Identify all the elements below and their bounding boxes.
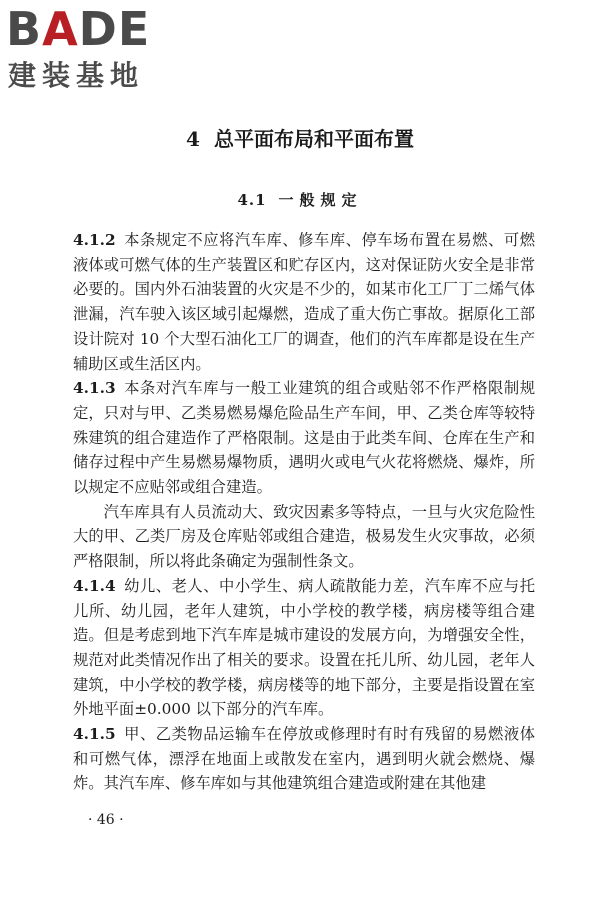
logo-letter-a: A bbox=[42, 2, 79, 56]
clause-text: 本条对汽车库与一般工业建筑的组合或贴邻不作严格限制规定，只对与甲、乙类易燃易爆危险品生产车间，甲、乙类仓库等较特殊建筑的组合建造作了严格限制。这是由于此类车间、仓库在生产和储存过程中产生易燃易爆物质，遇明火或电气火花将燃烧、爆炸，所以规定不应贴邻或组合建造。 bbox=[73, 379, 535, 497]
chapter-heading bbox=[0, 124, 600, 154]
section-heading bbox=[0, 188, 600, 212]
clause-number: 4.1.2 bbox=[73, 231, 116, 249]
chapter-number: 4 bbox=[186, 127, 200, 151]
logo-subtitle: 建装基地 bbox=[8, 59, 145, 92]
body-text bbox=[73, 228, 535, 796]
chapter-title: 总平面布局和平面布置 bbox=[213, 127, 414, 151]
clause-text: 幼儿、老人、中小学生、病人疏散能力差，汽车库不应与托儿所、幼儿园，老年人建筑，中小学校的教学楼，病房楼等组合建造。但是考虑到地下汽车库是城市建设的发展方向，为增强安全性，规范对此类情况作出了相关的要求。设置在托儿所、幼儿园，老年人建筑，中小学校的教学楼，病房楼等的地下部分，主要是指设置在室外地平面±0.000 以下部分的汽车库。 bbox=[73, 576, 535, 719]
clause-text: 汽车库具有人员流动大、致灾因素多等特点，一旦与火灾危险性大的甲、乙类厂房及仓库贴邻或组合建造，极易发生火灾事故，必须严格限制，所以将此条确定为强制性条文。 bbox=[73, 502, 535, 571]
clause-text: 甲、乙类物品运输车在停放或修理时有时有残留的易燃液体和可燃气体，漂浮在地面上或散发在室内，遇到明火就会燃烧、爆炸。其汽车库、修车库如与其他建筑组合建造或附建在其他建 bbox=[73, 725, 535, 793]
continuation-paragraph bbox=[73, 500, 535, 574]
logo-letter-b: B bbox=[6, 2, 43, 56]
clause-paragraph bbox=[73, 228, 535, 376]
clause-number: 4.1.4 bbox=[73, 576, 116, 595]
section-title: 一般规定 bbox=[278, 191, 363, 209]
logo-letters-de: DE bbox=[78, 2, 151, 56]
clause-text: 本条规定不应将汽车库、修车库、停车场布置在易燃、可燃液体或可燃气体的生产装置区和贮存区内，这对保证防火安全是非常必要的。国内外石油装置的火灾是不少的，如某市化工厂丁二烯气体泄漏，汽车驶入该区域引起爆燃，造成了重大伤亡事故。据原化工部设计院对 10 个大型石油化工厂的调查，他们的汽车库都是设在生产辅助区或生活区内。 bbox=[73, 231, 535, 373]
page-number: · 46 · bbox=[88, 812, 124, 828]
clause-paragraph bbox=[73, 722, 535, 796]
clause-paragraph bbox=[73, 574, 535, 722]
clause-paragraph bbox=[73, 376, 535, 500]
clause-number: 4.1.5 bbox=[73, 725, 116, 744]
logo bbox=[6, 4, 178, 96]
clause-number: 4.1.3 bbox=[73, 379, 116, 398]
section-number: 4.1 bbox=[237, 191, 267, 209]
logo-wordmark bbox=[6, 4, 150, 54]
